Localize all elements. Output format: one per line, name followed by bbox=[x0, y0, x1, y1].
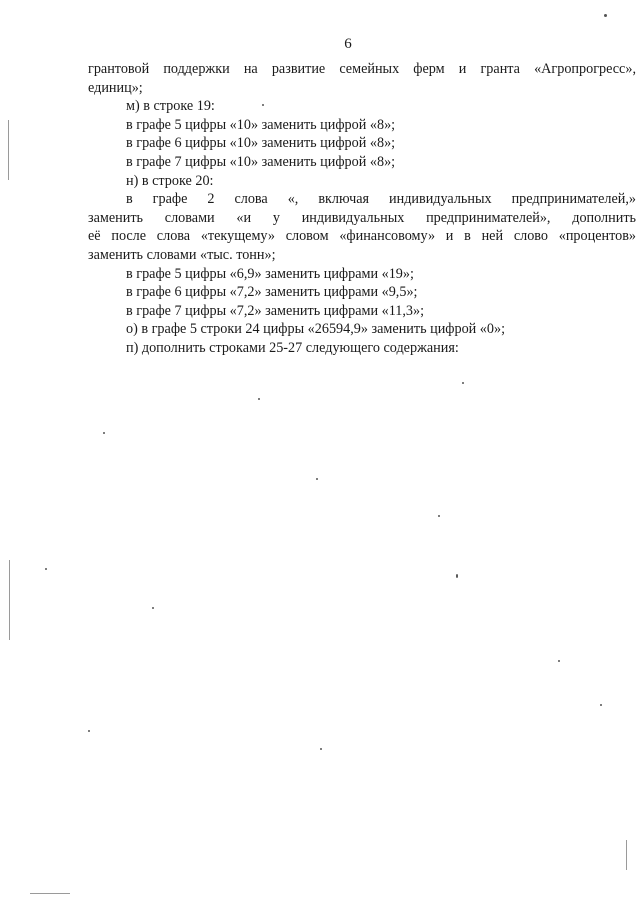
text-line: в графе 7 цифры «10» заменить цифрой «8»; bbox=[126, 153, 396, 170]
text-line: в графе 2 слова «, включая индивидуальных предпринимателей,» bbox=[126, 191, 636, 208]
text-line: м) в строке 19: bbox=[126, 98, 215, 115]
text-line: о) в графе 5 строки 24 цифры «26594,9» заменить цифрой «0»; bbox=[126, 321, 506, 338]
scan-speck bbox=[103, 432, 105, 434]
scan-speck bbox=[316, 478, 318, 480]
scan-speck bbox=[604, 14, 607, 17]
text-line: в графе 7 цифры «7,2» заменить цифрами «11,3»; bbox=[126, 302, 425, 319]
scan-edge-mark bbox=[626, 840, 627, 870]
text-line: в графе 5 цифры «6,9» заменить цифрами «19»; bbox=[126, 265, 414, 282]
scan-speck bbox=[558, 660, 560, 662]
scan-speck bbox=[258, 398, 260, 400]
scan-edge-mark bbox=[8, 120, 9, 180]
text-line: грантовой поддержки на развитие семейных ферм и гранта «Агропрогресс», bbox=[88, 61, 636, 77]
scan-speck bbox=[600, 704, 602, 706]
text-line: н) в строке 20: bbox=[126, 172, 214, 189]
scan-speck bbox=[456, 574, 458, 578]
body-text bbox=[88, 60, 636, 358]
scan-edge-mark bbox=[30, 893, 70, 894]
text-line: единиц»; bbox=[88, 79, 143, 96]
scan-speck bbox=[462, 382, 464, 384]
scan-speck bbox=[45, 568, 47, 570]
scan-edge-mark bbox=[9, 560, 10, 640]
text-line: заменить словами «тыс. тонн»; bbox=[88, 246, 276, 263]
text-line: её после слова «текущему» словом «финансовому» и в ней слово «процентов» bbox=[88, 228, 636, 245]
text-line: в графе 6 цифры «7,2» заменить цифрами «9,5»; bbox=[126, 284, 418, 301]
text-line: п) дополнить строками 25-27 следующего содержания: bbox=[126, 339, 459, 356]
text-line: в графе 5 цифры «10» заменить цифрой «8»; bbox=[126, 116, 396, 133]
page-number: 6 bbox=[344, 36, 352, 52]
scan-speck bbox=[438, 515, 440, 517]
scan-speck bbox=[262, 104, 264, 106]
text-line: в графе 6 цифры «10» заменить цифрой «8»; bbox=[126, 135, 396, 152]
text-line: заменить словами «и у индивидуальных предпринимателей», дополнить bbox=[88, 209, 636, 226]
scan-speck bbox=[320, 748, 322, 750]
scan-speck bbox=[88, 730, 90, 732]
scan-speck bbox=[152, 607, 154, 609]
